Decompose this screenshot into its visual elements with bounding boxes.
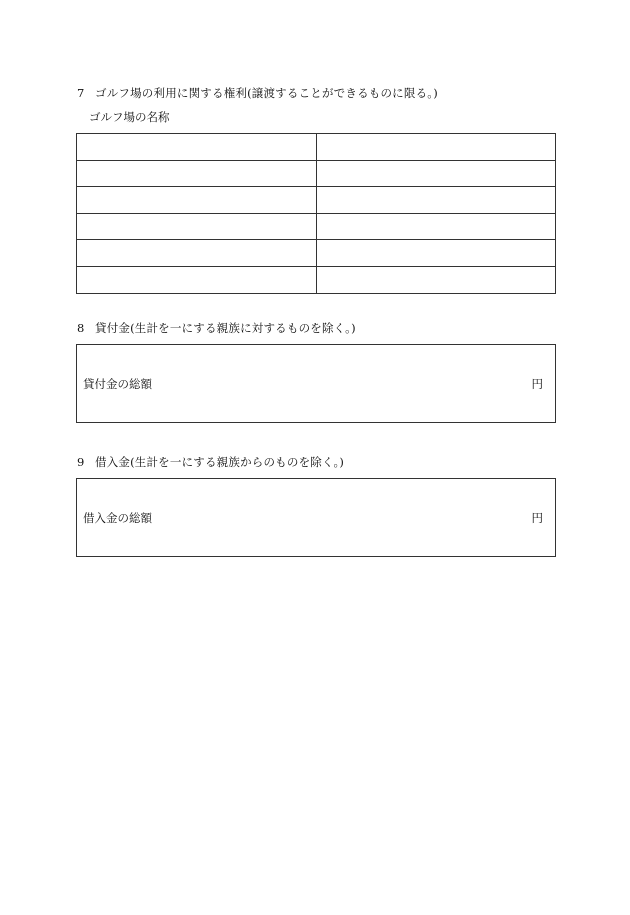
section-8-title: 貸付金(生計を一にする親族に対するものを除く。) — [95, 321, 356, 335]
section-7-heading — [77, 85, 438, 101]
section-9-title: 借入金(生計を一にする親族からのものを除く。) — [95, 455, 345, 469]
loans-receivable-unit: 円 — [531, 377, 543, 391]
golf-course-name-cell[interactable] — [77, 213, 317, 240]
table-row — [77, 160, 556, 187]
golf-course-detail-cell[interactable] — [316, 266, 556, 293]
table-row — [77, 187, 556, 214]
section-8-heading — [77, 320, 356, 336]
golf-course-name-cell[interactable] — [77, 240, 317, 267]
section-8-number: 8 — [77, 321, 85, 335]
table-row — [77, 240, 556, 267]
section-7-title: ゴルフ場の利用に関する権利(譲渡することができるものに限る。) — [95, 86, 438, 100]
table-row — [77, 266, 556, 293]
section-7-number: 7 — [77, 86, 85, 100]
golf-course-detail-cell[interactable] — [316, 160, 556, 187]
golf-course-name-cell[interactable] — [77, 160, 317, 187]
section-9-heading — [77, 454, 344, 470]
golf-course-name-label: ゴルフ場の名称 — [89, 110, 170, 124]
table-row — [77, 134, 556, 161]
golf-course-detail-cell[interactable] — [316, 134, 556, 161]
section-9-number: 9 — [77, 455, 85, 469]
loans-receivable-box — [76, 344, 556, 423]
borrowings-total-label: 借入金の総額 — [83, 511, 152, 525]
golf-course-name-cell[interactable] — [77, 187, 317, 214]
golf-course-detail-cell[interactable] — [316, 187, 556, 214]
golf-course-detail-cell[interactable] — [316, 213, 556, 240]
borrowings-unit: 円 — [531, 511, 543, 525]
golf-course-name-cell[interactable] — [77, 134, 317, 161]
golf-course-detail-cell[interactable] — [316, 240, 556, 267]
golf-course-name-cell[interactable] — [77, 266, 317, 293]
loans-receivable-total-label: 貸付金の総額 — [83, 377, 152, 391]
borrowings-box — [76, 478, 556, 557]
table-row — [77, 213, 556, 240]
golf-course-table — [76, 133, 556, 294]
